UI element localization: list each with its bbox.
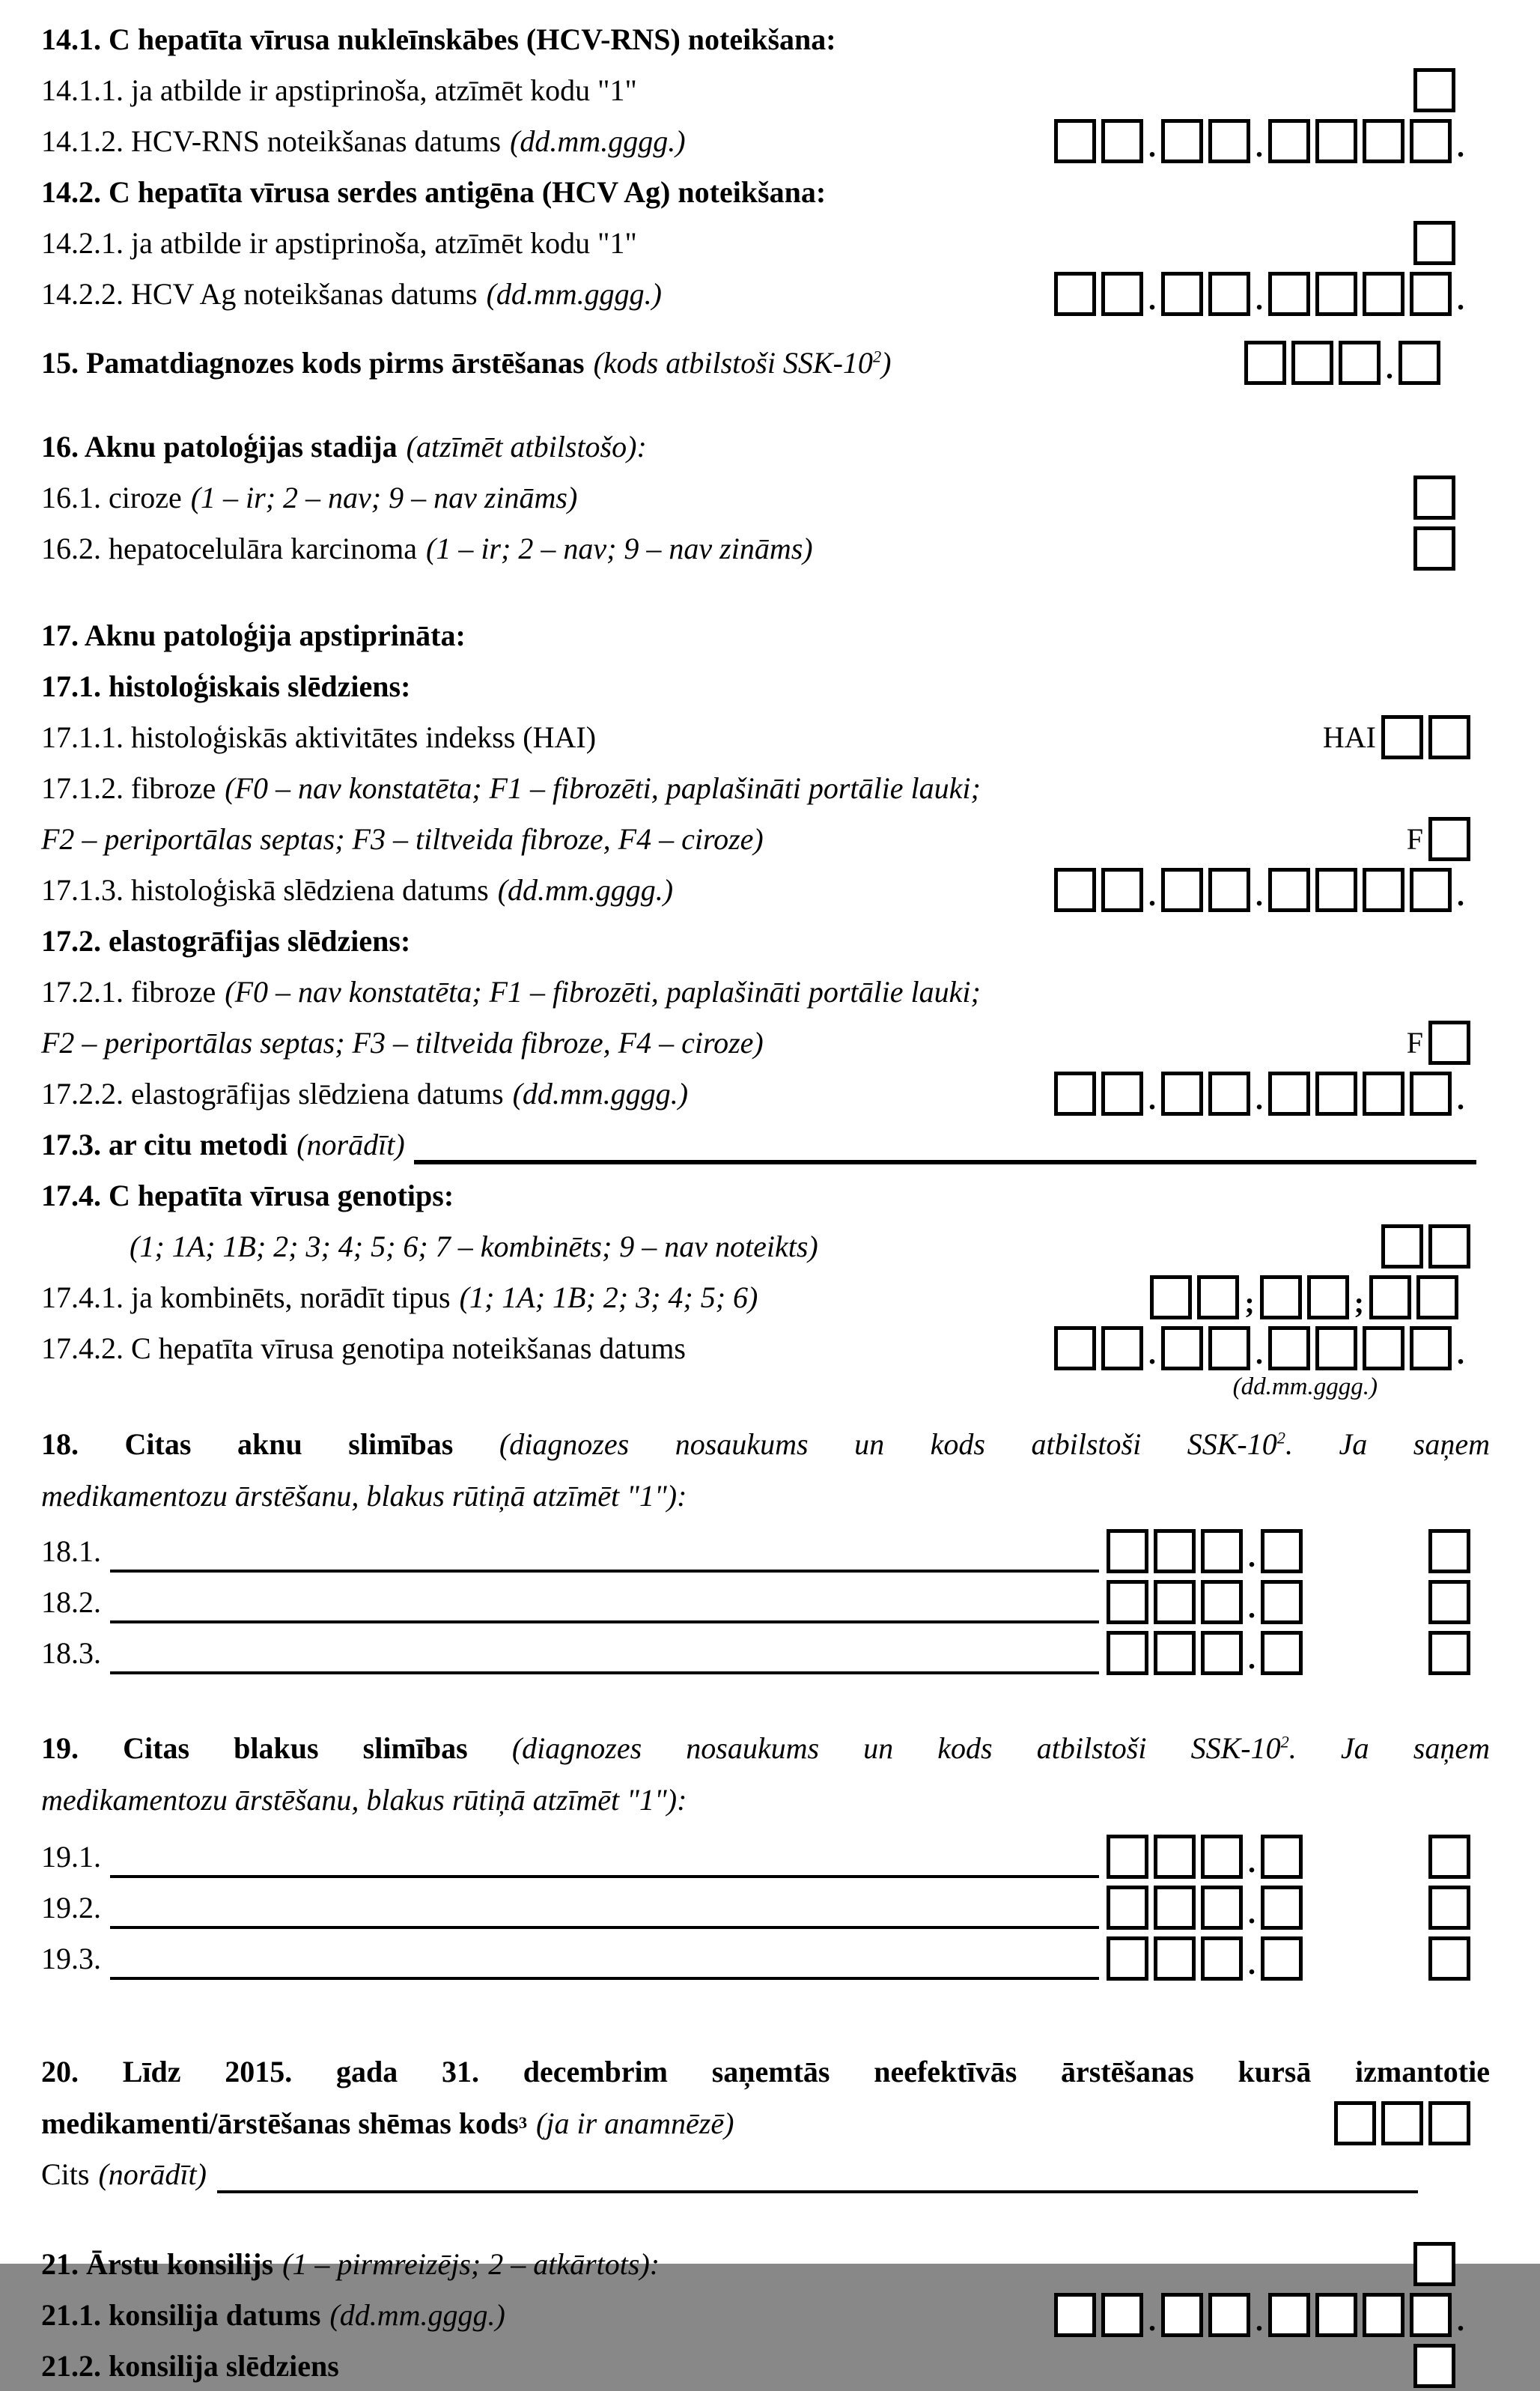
fibrosis-box[interactable]	[1428, 817, 1470, 861]
row-18-2-label: 18.2.	[41, 1585, 101, 1619]
section-17-title: 17. Aknu patoloģija apstiprināta:	[41, 618, 466, 652]
row-19-2-label: 19.2.	[41, 1890, 101, 1924]
row-20-other-hint: (norādīt)	[98, 2157, 207, 2191]
section-16-title: 16. Aknu patoloģijas stadija	[41, 429, 398, 464]
row-20-other	[41, 2148, 1490, 2199]
date-year-box[interactable]	[1410, 1072, 1452, 1116]
date-separator: .	[1256, 282, 1263, 316]
date-separator: .	[1148, 129, 1156, 163]
section-19-hint-part2: . Ja saņem	[1288, 1731, 1490, 1765]
date-year-box[interactable]	[1363, 272, 1404, 316]
row-14-2-2-format-hint: (dd.mm.gggg.)	[486, 276, 662, 311]
row-21-1-label: 21.1. konsilija datums	[41, 2297, 321, 2332]
diagnosis-fill-in-line-19-2[interactable]	[110, 1926, 1099, 1929]
row-17-4-1	[41, 1272, 1490, 1322]
date-separator: .	[1256, 1081, 1263, 1116]
diagnosis-fill-in-line-18-3[interactable]	[110, 1671, 1099, 1674]
date-month-box[interactable]	[1161, 119, 1203, 163]
diagnosis-code-field-19-1	[1107, 1835, 1303, 1879]
date-day-box[interactable]	[1101, 119, 1143, 163]
code-box[interactable]	[1107, 1580, 1148, 1624]
date-separator: .	[1457, 282, 1464, 316]
row-18-2	[41, 1576, 1490, 1627]
diagnosis-code-field-19-3	[1107, 1936, 1303, 1981]
code-box[interactable]	[1107, 1936, 1148, 1981]
row-17-4-1-hint: (1; 1A; 1B; 2; 3; 4; 5; 6)	[459, 1280, 758, 1314]
section-18-hint-line2: medikamentozu ārstēšanu, blakus rūtiņā atzīmēt "1"):	[41, 1478, 687, 1513]
superscript-2: 2	[1276, 1428, 1285, 1447]
row-14-1-1-label: 14.1.1. ja atbilde ir apstiprinoša, atzīmēt kodu "1"	[41, 73, 637, 107]
row-18-1	[41, 1525, 1490, 1576]
date-year-box[interactable]	[1363, 1072, 1404, 1116]
code-box[interactable]	[1154, 1835, 1196, 1879]
date-year-box[interactable]	[1315, 1326, 1357, 1370]
section-21-hint: (1 – pirmreizējs; 2 – atkārtots):	[282, 2246, 660, 2281]
code-box[interactable]	[1201, 1529, 1243, 1573]
date-separator: .	[1148, 1081, 1156, 1116]
row-18-3-label: 18.3.	[41, 1635, 101, 1670]
date-year-box[interactable]	[1315, 119, 1357, 163]
code-box[interactable]	[1154, 1631, 1196, 1675]
checkbox-14-1-1[interactable]	[1413, 68, 1455, 112]
code-box[interactable]	[1154, 1580, 1196, 1624]
section-18-heading-line2	[41, 1470, 1490, 1521]
section-19-heading-line2	[41, 1774, 1490, 1825]
date-day-box[interactable]	[1054, 1326, 1096, 1370]
combined-genotype-field	[1150, 1275, 1458, 1319]
date-separator: .	[1457, 1336, 1464, 1370]
code-box[interactable]	[1154, 1886, 1196, 1930]
date-day-box[interactable]	[1054, 2293, 1096, 2337]
code-box[interactable]	[1107, 1886, 1148, 1930]
row-19-1	[41, 1831, 1490, 1882]
date-separator: .	[1256, 878, 1263, 912]
code-separator: .	[1248, 1895, 1256, 1930]
date-day-box[interactable]	[1054, 119, 1096, 163]
genotype-options-hint: (1; 1A; 1B; 2; 3; 4; 5; 6; 7 – kombinēts; 9 – nav noteikts)	[130, 1229, 818, 1263]
row-17-3-hint: (norādīt)	[296, 1127, 405, 1161]
section-14-1-heading	[41, 13, 1490, 64]
fibrosis-unit-label: F	[1406, 1025, 1423, 1060]
code-box[interactable]	[1107, 1529, 1148, 1573]
date-separator: .	[1457, 1081, 1464, 1116]
row-17-1-2-line2	[41, 813, 1490, 864]
row-17-1-1-label: 17.1.1. histoloģiskās aktivitātes indekss (HAI)	[41, 720, 597, 754]
row-15	[41, 337, 1490, 388]
code-box[interactable]	[1261, 1529, 1303, 1573]
section-19-hint-part1: (diagnozes nosaukums un kods atbilstoši SSK-10	[511, 1731, 1281, 1765]
fibrosis-unit-label: F	[1406, 821, 1423, 856]
section-17-4-title: 17.4. C hepatīta vīrusa genotips:	[41, 1178, 454, 1212]
row-17-3	[41, 1119, 1490, 1170]
date-month-box[interactable]	[1208, 1072, 1250, 1116]
checkbox-16-2[interactable]	[1413, 526, 1455, 571]
section-19-hint-line2: medikamentozu ārstēšanu, blakus rūtiņā atzīmēt "1"):	[41, 1782, 687, 1817]
code-box[interactable]	[1261, 1835, 1303, 1879]
date-day-box[interactable]	[1101, 2293, 1143, 2337]
section-20-heading-line2: medikamenti/ārstēšanas shēmas kods 3 (ja ir anamnēzē)	[41, 2097, 1490, 2148]
date-year-box[interactable]	[1315, 2293, 1357, 2337]
section-17-1-title: 17.1. histoloģiskais slēdziens:	[41, 669, 411, 703]
row-17-3-label: 17.3. ar citu metodi	[41, 1127, 288, 1161]
row-16-2-label: 16.2. hepatocelulāra karcinoma	[41, 531, 417, 565]
section-20-title-line1: 20. Līdz 2015. gada 31. decembrim saņemtās neefektīvās ārstēšanas kursā izmantotie	[41, 2055, 1490, 2088]
diagnosis-code-field-18-2	[1107, 1580, 1303, 1624]
date-separator: .	[1457, 129, 1464, 163]
genotype-box[interactable]	[1428, 1224, 1470, 1269]
diagnosis-code-field-15	[1244, 341, 1440, 385]
date-separator: .	[1148, 878, 1156, 912]
genotype-type-box[interactable]	[1260, 1275, 1302, 1319]
code-separator: .	[1248, 1539, 1256, 1573]
row-18-1-label: 18.1.	[41, 1534, 101, 1568]
date-year-box[interactable]	[1410, 119, 1452, 163]
medication-checkbox-18-3[interactable]	[1428, 1631, 1470, 1675]
row-21-2-label: 21.2. konsilija slēdziens	[41, 2348, 339, 2383]
medication-checkbox-18-1[interactable]	[1428, 1529, 1470, 1573]
date-separator: .	[1256, 1336, 1263, 1370]
row-14-2-1-label: 14.2.1. ja atbilde ir apstiprinoša, atzīmēt kodu "1"	[41, 225, 637, 260]
code-box[interactable]	[1107, 1835, 1148, 1879]
row-17-1-1	[41, 711, 1490, 762]
diagnosis-fill-in-line-19-3[interactable]	[110, 1977, 1099, 1980]
row-16-1-hint: (1 – ir; 2 – nav; 9 – nav zināms)	[190, 480, 578, 514]
date-month-box[interactable]	[1161, 868, 1203, 912]
date-separator: .	[1148, 1336, 1156, 1370]
row-14-1-2	[41, 115, 1490, 166]
date-month-box[interactable]	[1161, 1326, 1203, 1370]
date-field-17-2-2	[1054, 1072, 1464, 1116]
diagnosis-fill-in-line-19-1[interactable]	[110, 1875, 1099, 1878]
row-17-2-1-hint-line2: F2 – periportālas septas; F3 – tiltveida fibroze, F4 – ciroze)	[41, 1025, 764, 1060]
date-day-box[interactable]	[1054, 1072, 1096, 1116]
other-method-fill-in-line[interactable]	[414, 1160, 1476, 1164]
row-18-3	[41, 1627, 1490, 1678]
row-14-2-2	[41, 268, 1490, 319]
code-box[interactable]	[1399, 341, 1440, 385]
date-year-box[interactable]	[1363, 868, 1404, 912]
row-17-2-1-line2	[41, 1017, 1490, 1068]
row-17-1-2-line1	[41, 762, 1490, 813]
medication-checkbox-19-2[interactable]	[1428, 1886, 1470, 1930]
section-14-2-title: 14.2. C hepatīta vīrusa serdes antigēna (HCV Ag) noteikšana:	[41, 174, 827, 209]
checkbox-21-2[interactable]	[1413, 2344, 1455, 2388]
code-box[interactable]	[1154, 1936, 1196, 1981]
date-field-14-2-2	[1054, 272, 1464, 316]
row-17-4-2-label: 17.4.2. C hepatīta vīrusa genotipa noteikšanas datums	[41, 1331, 686, 1365]
date-month-box[interactable]	[1208, 119, 1250, 163]
type-separator: ;	[1244, 1285, 1255, 1319]
date-year-box[interactable]	[1268, 2293, 1310, 2337]
row-17-2-1-hint-line1: (F0 – nav konstatēta; F1 – fibrozēti, paplašināti portālie lauki;	[225, 974, 981, 1009]
section-18-heading-line1	[41, 1419, 1490, 1470]
row-14-1-1	[41, 64, 1490, 115]
fibrosis-box[interactable]	[1428, 1021, 1470, 1065]
code-box[interactable]	[1334, 2101, 1376, 2145]
row-19-1-label: 19.1.	[41, 1839, 101, 1874]
code-box[interactable]	[1201, 1631, 1243, 1675]
row-14-1-2-format-hint: (dd.mm.gggg.)	[510, 124, 686, 158]
row-17-1-2-hint-line2: F2 – periportālas septas; F3 – tiltveida fibroze, F4 – ciroze)	[41, 821, 764, 856]
section-17-1-heading	[41, 660, 1490, 711]
diagnosis-fill-in-line-18-2[interactable]	[110, 1620, 1099, 1623]
diagnosis-code-field-19-2	[1107, 1886, 1303, 1930]
row-17-2-2	[41, 1068, 1490, 1119]
date-year-box[interactable]	[1315, 1072, 1357, 1116]
date-month-box[interactable]	[1161, 2293, 1203, 2337]
genotype-type-box[interactable]	[1416, 1275, 1458, 1319]
row-17-4-1-label: 17.4.1. ja kombinēts, norādīt tipus	[41, 1280, 451, 1314]
medication-checkbox-18-2[interactable]	[1428, 1580, 1470, 1624]
fibrosis-stage-field-17-2-1	[1407, 1021, 1470, 1065]
scheme-code-field-20	[1334, 2101, 1470, 2145]
date-separator: .	[1457, 878, 1464, 912]
row-15-hint: (kods atbilstoši SSK-$10^2$)	[593, 345, 892, 380]
section-20-heading-line1	[41, 2047, 1490, 2097]
date-year-box[interactable]	[1410, 2293, 1452, 2337]
code-separator: .	[1386, 350, 1393, 385]
other-scheme-fill-in-line[interactable]	[217, 2190, 1418, 2193]
row-17-4-2-format-caption-line	[41, 1373, 1490, 1407]
code-box[interactable]	[1381, 2101, 1423, 2145]
checkbox-21[interactable]	[1413, 2242, 1455, 2286]
genotype-type-box[interactable]	[1369, 1275, 1411, 1319]
date-year-box[interactable]	[1268, 119, 1310, 163]
section-16-heading	[41, 421, 1490, 472]
diagnosis-fill-in-line-18-1[interactable]	[110, 1570, 1099, 1573]
section-19-title: 19. Citas blakus slimības	[41, 1731, 468, 1765]
date-year-box[interactable]	[1315, 272, 1357, 316]
row-19-3-label: 19.3.	[41, 1941, 101, 1975]
code-box[interactable]	[1201, 1835, 1243, 1879]
row-17-2-1-label: 17.2.1. fibroze	[41, 974, 216, 1009]
code-separator: .	[1248, 1844, 1256, 1879]
code-box[interactable]	[1201, 1580, 1243, 1624]
section-19-heading-line1	[41, 1723, 1490, 1774]
date-separator: .	[1148, 2303, 1156, 2337]
row-17-2-2-format-hint: (dd.mm.gggg.)	[512, 1076, 689, 1111]
row-16-1-label: 16.1. ciroze	[41, 480, 182, 514]
section-17-2-heading	[41, 915, 1490, 966]
date-field-21-1	[1054, 2293, 1464, 2337]
date-month-box[interactable]	[1208, 1326, 1250, 1370]
hai-box[interactable]	[1381, 715, 1423, 759]
date-month-box[interactable]	[1161, 272, 1203, 316]
code-box[interactable]	[1428, 2101, 1470, 2145]
row-20-other-label: Cits	[41, 2157, 90, 2191]
diagnosis-code-field-18-3	[1107, 1631, 1303, 1675]
code-box[interactable]	[1339, 341, 1381, 385]
row-17-2-1-line1	[41, 966, 1490, 1017]
genotype-field	[1381, 1224, 1470, 1269]
code-box[interactable]	[1261, 1580, 1303, 1624]
date-year-box[interactable]	[1410, 272, 1452, 316]
row-15-label: 15. Pamatdiagnozes kods pirms ārstēšanas	[41, 345, 585, 380]
date-field-17-4-2	[1054, 1326, 1464, 1370]
genotype-type-box[interactable]	[1307, 1275, 1349, 1319]
code-box[interactable]	[1107, 1631, 1148, 1675]
section-21-title: 21. Ārstu konsilijs	[41, 2246, 274, 2281]
date-day-box[interactable]	[1101, 272, 1143, 316]
section-20-hint: (ja ir anamnēzē)	[536, 2106, 734, 2140]
row-19-2	[41, 1882, 1490, 1933]
code-separator: .	[1248, 1946, 1256, 1981]
date-year-box[interactable]	[1410, 1326, 1452, 1370]
date-year-box[interactable]	[1268, 272, 1310, 316]
genotype-type-box[interactable]	[1150, 1275, 1192, 1319]
code-box[interactable]	[1154, 1529, 1196, 1573]
code-box[interactable]	[1291, 341, 1333, 385]
date-day-box[interactable]	[1101, 1326, 1143, 1370]
row-17-1-2-hint-line1: (F0 – nav konstatēta; F1 – fibrozēti, paplašināti portālie lauki;	[225, 771, 981, 805]
section-18-title: 18. Citas aknu slimības	[41, 1427, 454, 1461]
checkbox-14-2-1[interactable]	[1413, 221, 1455, 265]
genotype-type-box[interactable]	[1197, 1275, 1239, 1319]
date-field-14-1-2	[1054, 119, 1464, 163]
date-year-box[interactable]	[1363, 1326, 1404, 1370]
date-year-box[interactable]	[1363, 119, 1404, 163]
section-17-4-heading	[41, 1170, 1490, 1221]
date-separator: .	[1256, 129, 1263, 163]
row-17-2-2-label: 17.2.2. elastogrāfijas slēdziena datums	[41, 1076, 504, 1111]
row-17-1-3	[41, 864, 1490, 915]
checkbox-16-1[interactable]	[1413, 476, 1455, 520]
code-separator: .	[1248, 1590, 1256, 1624]
section-17-2-title: 17.2. elastogrāfijas slēdziens:	[41, 923, 411, 958]
row-17-1-2-label: 17.1.2. fibroze	[41, 771, 216, 805]
row-21-1	[41, 2289, 1490, 2340]
diagnosis-code-field-18-1	[1107, 1529, 1303, 1573]
date-field-17-1-3	[1054, 868, 1464, 912]
row-17-4-2	[41, 1322, 1490, 1373]
row-17-1-3-format-hint: (dd.mm.gggg.)	[497, 872, 674, 907]
row-14-1-2-label: 14.1.2. HCV-RNS noteikšanas datums	[41, 124, 502, 158]
row-16-2-hint: (1 – ir; 2 – nav; 9 – nav zināms)	[426, 531, 813, 565]
hai-box[interactable]	[1428, 715, 1470, 759]
section-18-hint-part2: . Ja saņem	[1285, 1427, 1490, 1461]
code-box[interactable]	[1261, 1936, 1303, 1981]
code-box[interactable]	[1261, 1886, 1303, 1930]
date-day-box[interactable]	[1101, 868, 1143, 912]
section-16-hint: (atzīmēt atbilstošo):	[406, 429, 647, 464]
code-separator: .	[1248, 1641, 1256, 1675]
medication-checkbox-19-1[interactable]	[1428, 1835, 1470, 1879]
date-month-box[interactable]	[1208, 868, 1250, 912]
row-17-1-3-label: 17.1.3. histoloģiskā slēdziena datums	[41, 872, 489, 907]
date-day-box[interactable]	[1054, 868, 1096, 912]
row-21	[41, 2238, 1490, 2289]
genotype-box[interactable]	[1381, 1224, 1423, 1269]
row-14-2-2-label: 14.2.2. HCV Ag noteikšanas datums	[41, 276, 478, 311]
date-year-box[interactable]	[1363, 2293, 1404, 2337]
code-box[interactable]	[1201, 1936, 1243, 1981]
date-separator: .	[1457, 2303, 1464, 2337]
row-14-2-1	[41, 217, 1490, 268]
fibrosis-stage-field-17-1-2	[1407, 817, 1470, 861]
date-day-box[interactable]	[1054, 272, 1096, 316]
superscript-2: 2	[1280, 1732, 1289, 1752]
section-17-heading	[41, 610, 1490, 660]
section-14-1-title: 14.1. C hepatīta vīrusa nukleīnskābes (HCV-RNS) noteikšana:	[41, 22, 836, 56]
row-19-3	[41, 1933, 1490, 1984]
row-16-2	[41, 523, 1490, 574]
date-year-box[interactable]	[1268, 868, 1310, 912]
date-year-box[interactable]	[1268, 1326, 1310, 1370]
row-17-4-options	[41, 1221, 1490, 1272]
row-16-1	[41, 472, 1490, 523]
date-month-box[interactable]	[1208, 2293, 1250, 2337]
row-17-4-2-format-caption: (dd.mm.gggg.)	[1232, 1373, 1378, 1400]
section-18-hint-part1: (diagnozes nosaukums un kods atbilstoši SSK-10	[499, 1427, 1277, 1461]
date-month-box[interactable]	[1161, 1072, 1203, 1116]
type-separator: ;	[1354, 1285, 1364, 1319]
section-14-2-heading	[41, 166, 1490, 217]
superscript-2: 2	[872, 347, 882, 366]
code-box[interactable]	[1244, 341, 1286, 385]
date-year-box[interactable]	[1315, 868, 1357, 912]
row-21-1-format-hint: (dd.mm.gggg.)	[329, 2297, 505, 2332]
hai-unit-label: HAI	[1322, 720, 1376, 754]
code-box[interactable]	[1201, 1886, 1243, 1930]
medication-checkbox-19-3[interactable]	[1428, 1936, 1470, 1981]
code-box[interactable]	[1261, 1631, 1303, 1675]
hai-index-field	[1323, 715, 1470, 759]
date-year-box[interactable]	[1268, 1072, 1310, 1116]
date-year-box[interactable]	[1410, 868, 1452, 912]
date-separator: .	[1148, 282, 1156, 316]
date-separator: .	[1256, 2303, 1263, 2337]
date-day-box[interactable]	[1101, 1072, 1143, 1116]
row-21-2	[41, 2340, 1490, 2391]
date-month-box[interactable]	[1208, 272, 1250, 316]
section-20-title-line2: medikamenti/ārstēšanas shēmas kods	[41, 2106, 519, 2140]
